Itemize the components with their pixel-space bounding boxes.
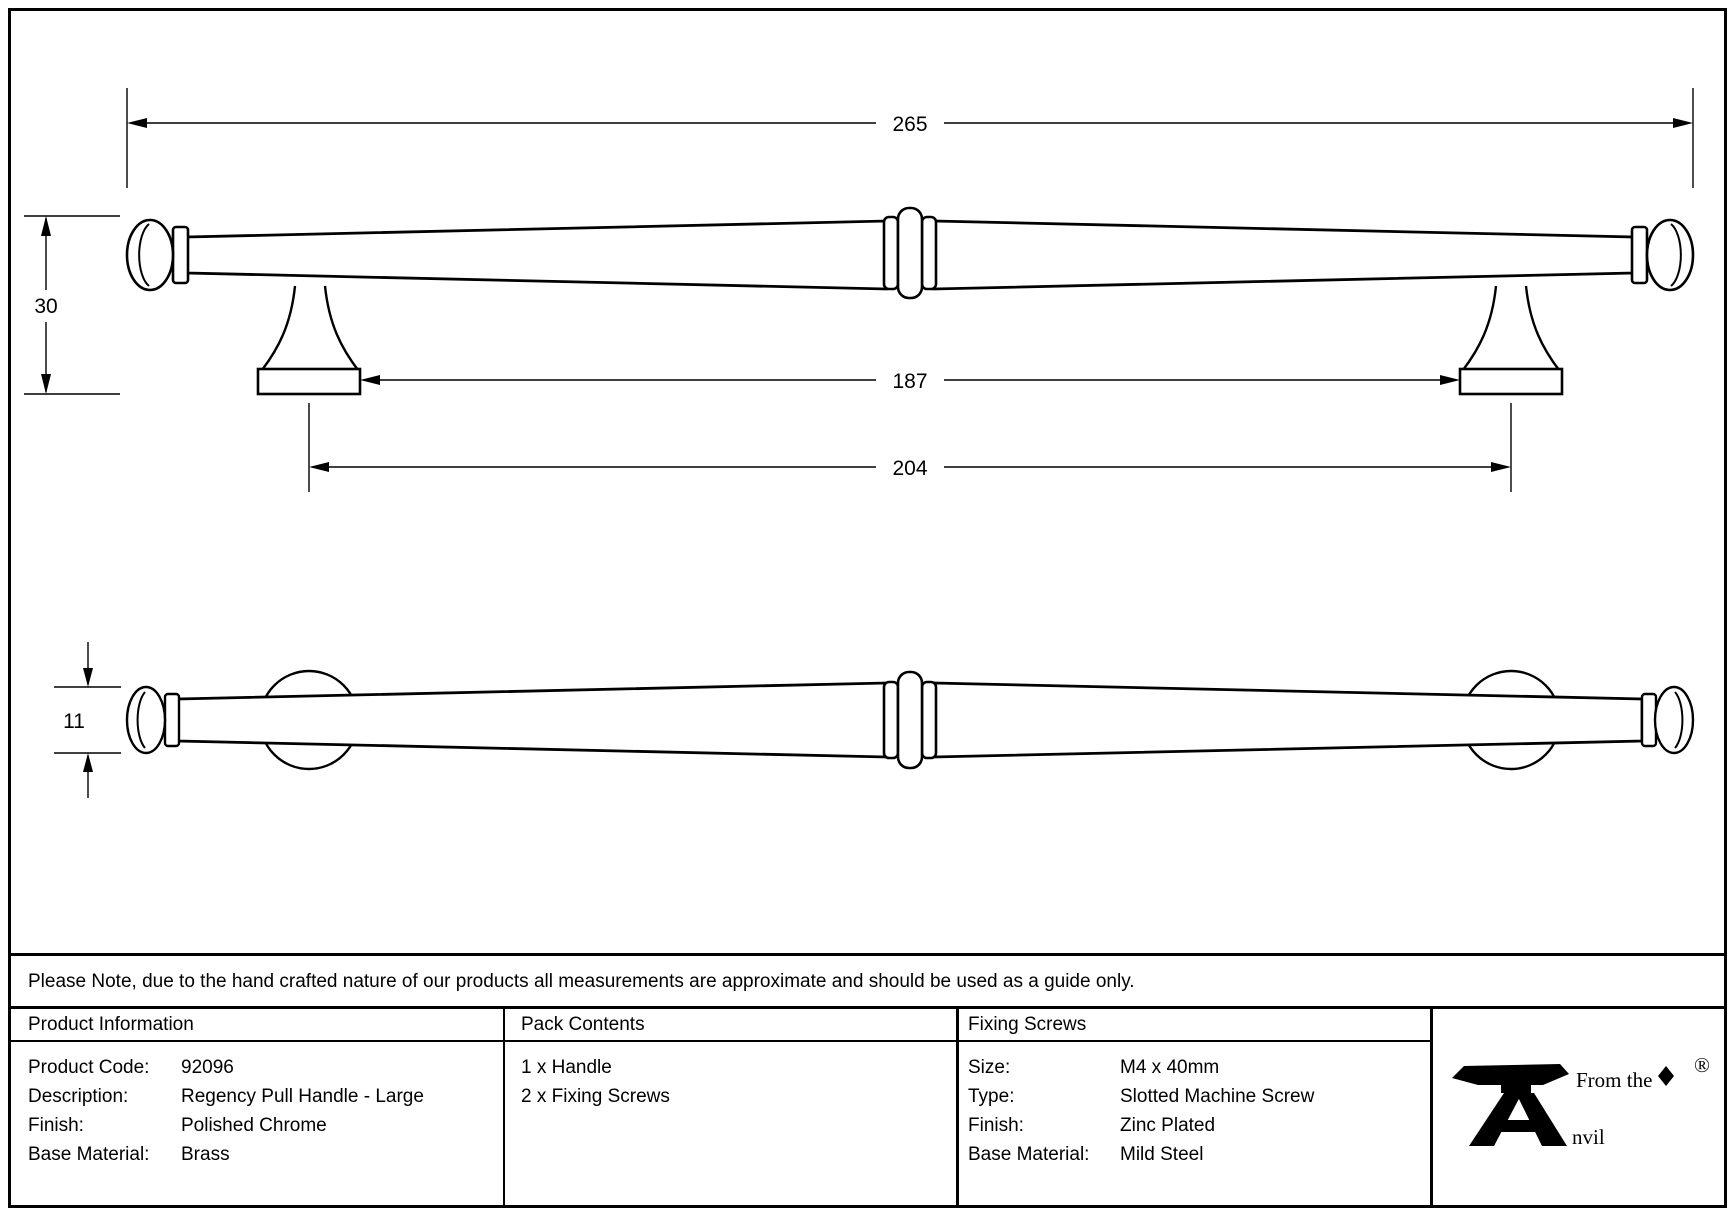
table-row	[28, 1111, 424, 1140]
row-label: Size:	[968, 1057, 1011, 1078]
side-view	[24, 88, 1693, 492]
row-label: Product Code:	[28, 1057, 150, 1078]
product-information-header: Product Information	[28, 1014, 194, 1035]
anvil-a-right-leg	[1516, 1093, 1567, 1146]
arrowhead-down	[83, 668, 93, 687]
table-row	[28, 1053, 424, 1082]
row-value: Mild Steel	[1120, 1144, 1204, 1165]
row-value: Slotted Machine Screw	[1120, 1086, 1315, 1107]
table-row	[968, 1053, 1314, 1082]
dim-label-11: 11	[63, 710, 85, 733]
table-header-separator	[8, 1040, 1432, 1042]
note-strip-top-border	[8, 953, 1727, 956]
dim-label-204: 204	[892, 457, 928, 480]
left-finial-plan	[127, 687, 165, 753]
logo-from-the: From the	[1576, 1068, 1653, 1092]
table-row	[968, 1082, 1314, 1111]
centre-collar-side	[884, 208, 936, 298]
row-label: Description:	[28, 1086, 129, 1107]
row-value: Zinc Plated	[1120, 1115, 1216, 1136]
row-label: Base Material:	[28, 1144, 150, 1165]
fixing-screws-rows	[968, 1053, 1314, 1169]
left-finial	[127, 220, 173, 290]
table-row	[28, 1082, 424, 1111]
arrowhead-left	[127, 118, 147, 128]
table-top-border	[8, 1006, 1727, 1009]
anvil-a-crossbar	[1482, 1120, 1553, 1132]
left-foot-base	[258, 369, 360, 394]
dimension-projection	[24, 216, 120, 394]
registered-trademark: ®	[1694, 1056, 1710, 1077]
arrowhead-up	[83, 753, 93, 772]
row-value: Brass	[181, 1144, 230, 1165]
right-finial	[1647, 220, 1693, 290]
table-row	[968, 1140, 1314, 1169]
left-foot	[258, 284, 360, 394]
anvil-icon	[1452, 1064, 1569, 1093]
fixing-screws-header: Fixing Screws	[968, 1014, 1087, 1035]
column-divider-1	[503, 1006, 505, 1208]
row-value: Regency Pull Handle - Large	[181, 1086, 424, 1107]
row-label: Base Material:	[968, 1144, 1090, 1165]
column-divider-2	[956, 1006, 959, 1208]
pack-contents-header: Pack Contents	[521, 1014, 645, 1035]
table-row	[968, 1111, 1314, 1140]
arrowhead-up	[41, 216, 51, 236]
dimension-bar-diameter	[54, 642, 121, 798]
pack-contents-list	[521, 1053, 670, 1111]
list-item: 2 x Fixing Screws	[521, 1086, 670, 1107]
arrowhead-right	[1491, 462, 1511, 472]
dimension-overall-length	[127, 88, 1693, 188]
row-label: Finish:	[28, 1115, 84, 1136]
measurement-note: Please Note, due to the hand crafted nature of our products all measurements are approximate and should be used as a guide only.	[28, 971, 1135, 992]
plan-view	[54, 642, 1693, 798]
dimension-fixing-centres	[309, 403, 1511, 492]
product-information-rows	[28, 1053, 424, 1169]
centre-collar-plan	[884, 672, 936, 768]
arrowhead-left	[309, 462, 329, 472]
list-item: 1 x Handle	[521, 1057, 612, 1078]
diamond-icon	[1658, 1066, 1674, 1086]
table-row	[28, 1140, 424, 1169]
arrowhead-down	[41, 374, 51, 394]
column-divider-3	[1430, 1006, 1433, 1208]
from-the-anvil-logo	[1448, 1056, 1714, 1152]
dim-label-30: 30	[34, 295, 58, 318]
right-foot	[1460, 284, 1562, 394]
dimension-fixing-inner	[360, 370, 1460, 393]
arrowhead-left	[360, 375, 380, 385]
row-value: Polished Chrome	[181, 1115, 327, 1136]
row-label: Type:	[968, 1086, 1015, 1107]
dim-label-265: 265	[892, 113, 928, 136]
row-value: 92096	[181, 1057, 234, 1078]
logo-anvil-text: nvil	[1572, 1125, 1605, 1149]
arrowhead-right	[1440, 375, 1460, 385]
row-value: M4 x 40mm	[1120, 1057, 1220, 1078]
row-label: Finish:	[968, 1115, 1024, 1136]
arrowhead-right	[1673, 118, 1693, 128]
right-finial-plan	[1655, 687, 1693, 753]
dim-label-187: 187	[892, 370, 928, 393]
right-foot-base	[1460, 369, 1562, 394]
anvil-a-left-leg	[1469, 1093, 1522, 1146]
